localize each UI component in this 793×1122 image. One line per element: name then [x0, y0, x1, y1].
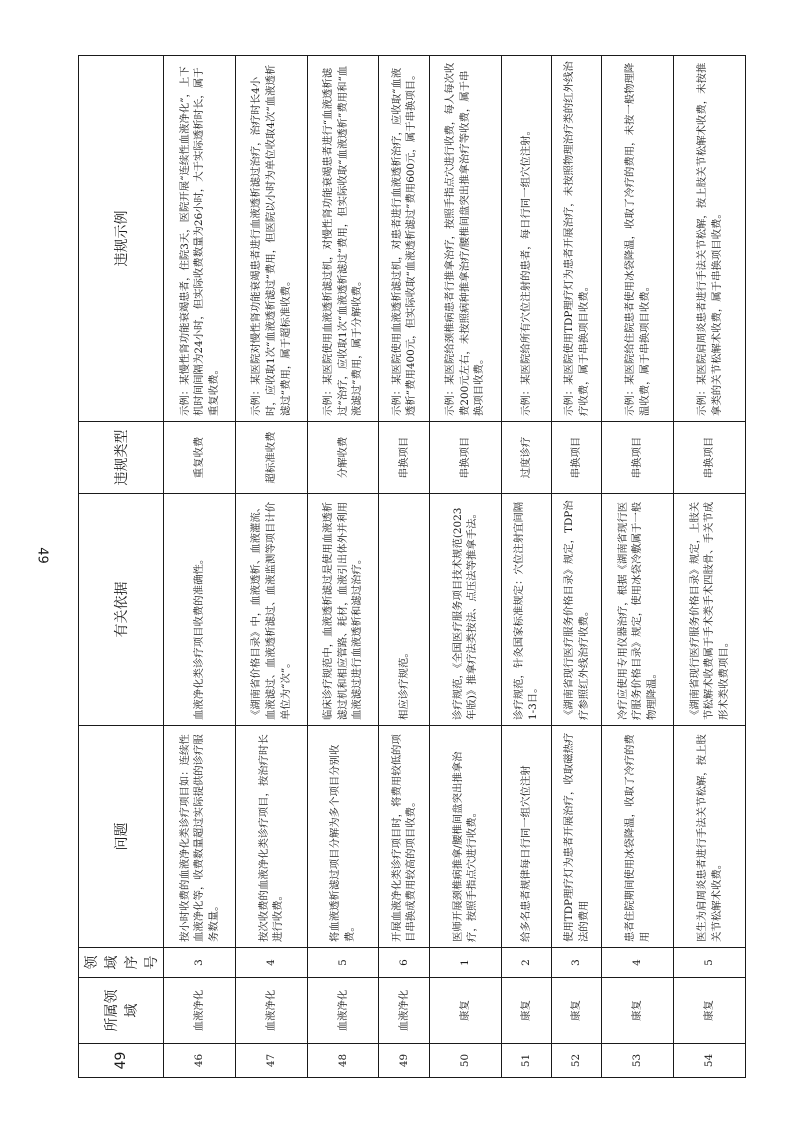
row-violation-type: 串换项目	[674, 422, 746, 494]
row-number: 47	[235, 1044, 307, 1078]
row-example: 示例：某医院给所有穴位注射的患者，每日行同一组穴位注射。	[501, 56, 551, 422]
row-number: 49	[379, 1044, 429, 1078]
header-example: 违规示例	[79, 56, 164, 422]
header-problem: 问题	[79, 726, 164, 948]
row-basis: 《湖南省价格目录》中，血液透析、血液灌流、血液滤过、血液透析滤过、血液监测等项目计价单位为“次”。	[235, 494, 307, 726]
table-row	[164, 56, 236, 1078]
row-number: 52	[551, 1044, 601, 1078]
row-basis: 血液净化类诊疗项目收费的准确性。	[164, 494, 236, 726]
row-example: 示例：某医院给颈椎病患者行推拿治疗，按照手指点穴进行收费，每人每次收费200元左右，未按照病种推拿治疗/腰椎间盘突出推拿治疗等收费，属于串换项目收费。	[429, 56, 501, 422]
row-area-no: 2	[501, 948, 551, 978]
row-violation-type: 分解收费	[307, 422, 379, 494]
row-violation-type: 重复收费	[164, 422, 236, 494]
row-problem: 按次收费的血液净化类诊疗项目，按治疗时长进行收费。	[235, 726, 307, 948]
row-violation-type: 串换项目	[379, 422, 429, 494]
row-basis: 临床诊疗规范中，血液透析滤过是使用血液透析滤过机和相应管路、耗材，血液引出体外并利用血液滤过进行血液透析和滤过治疗。	[307, 494, 379, 726]
row-problem: 医师开展颈椎病推拿/腰椎间盘突出推拿治疗，按照手指点穴进行收费。	[429, 726, 501, 948]
table-body	[164, 56, 746, 1078]
row-example: 示例：某医院使用血液透析滤过机，对慢性肾功能衰竭患者进行“血液透析滤过”治疗，应收取1次“血液透析滤过”费用，但实际收取“血液透析”费用和“血液滤过”费用，属于分解收费。	[307, 56, 379, 422]
row-example: 示例：某慢性肾功能衰竭患者，住院3天，医院开展“连续性血液净化”，上下机时间间隔为24小时，但实际收费数量为26小时，大于实际透析时长，属于重复收费。	[164, 56, 236, 422]
row-problem: 开展血液净化类诊疗项目时，将费用较低的项目串换成费用较高的项目收费。	[379, 726, 429, 948]
row-problem: 给多名患者规律每日行同一组穴位注射	[501, 726, 551, 948]
row-number: 53	[602, 1044, 674, 1078]
table-row	[551, 56, 601, 1078]
row-area-no: 3	[164, 948, 236, 978]
row-basis: 诊疗规范，针灸国家标准规定：穴位注射宜间隔1-3日。	[501, 494, 551, 726]
row-category: 康复	[429, 978, 501, 1044]
row-violation-type: 超标准收费	[235, 422, 307, 494]
row-problem: 患者住院期间使用冰袋降温，收取了冷疗的费用	[602, 726, 674, 948]
table-row	[674, 56, 746, 1078]
row-problem: 使用TDP理疗灯为患者开展治疗，收取磁热疗法的费用	[551, 726, 601, 948]
row-basis: 诊疗规范，《全国医疗服务项目技术规范(2023年版)》推拿疗法类按法、点压法等推拿手法。	[429, 494, 501, 726]
row-number: 51	[501, 1044, 551, 1078]
row-category: 血液净化	[164, 978, 236, 1044]
row-area-no: 5	[307, 948, 379, 978]
page-number: 49	[34, 547, 50, 564]
row-example: 示例：某医院对慢性肾功能衰竭患者进行血液透析滤过治疗，治疗时长4小时，应收取1次“血液透析滤过”费用，但医院以小时为单位收取4次“血液透析滤过”费用，属于超标准收费。	[235, 56, 307, 422]
header-violation-type: 违规类型	[79, 422, 164, 494]
header-row-number: 49	[79, 1044, 164, 1078]
row-category: 康复	[674, 978, 746, 1044]
rotated-table-container	[78, 56, 746, 1078]
row-number: 48	[307, 1044, 379, 1078]
table-row	[235, 56, 307, 1078]
row-area-no: 4	[235, 948, 307, 978]
header-basis: 有关依据	[79, 494, 164, 726]
table-row	[602, 56, 674, 1078]
row-area-no: 4	[602, 948, 674, 978]
row-category: 血液净化	[379, 978, 429, 1044]
row-problem: 医生为肩周炎患者进行手法关节松解，按上肢关节松解术收费。	[674, 726, 746, 948]
row-violation-type: 串换项目	[429, 422, 501, 494]
row-basis: 《湖南省现行医疗服务价格目录》规定，上肢关节松解术收费属于手术类手术四肢骨、手关节成形术类收费项目。	[674, 494, 746, 726]
header-area-no: 领域序号	[79, 948, 164, 978]
row-area-no: 1	[429, 948, 501, 978]
row-area-no: 6	[379, 948, 429, 978]
row-area-no: 3	[551, 948, 601, 978]
row-basis: 相应诊疗规范。	[379, 494, 429, 726]
row-category: 血液净化	[235, 978, 307, 1044]
row-number: 54	[674, 1044, 746, 1078]
table-header-row	[79, 56, 164, 1078]
row-problem: 按小时收费的血液净化类诊疗项目如：连续性血液净化等，收费数量超过实际提供的诊疗服务数量。	[164, 726, 236, 948]
row-violation-type: 串换项目	[551, 422, 601, 494]
row-category: 康复	[501, 978, 551, 1044]
row-basis: 冷疗应使用专用仪器治疗，根据《湖南省现行医疗服务价格目录》规定，使用冰袋冷敷属于一般物理降温。	[602, 494, 674, 726]
row-example: 示例：某医院肩周炎患者进行手法关节松解，按上肢关节松解术收费，未按推拿类的关节松解术收费，属于串换项目收费。	[674, 56, 746, 422]
table-row	[501, 56, 551, 1078]
row-violation-type: 过度诊疗	[501, 422, 551, 494]
row-number: 46	[164, 1044, 236, 1078]
table-row	[429, 56, 501, 1078]
violations-table	[78, 55, 746, 1078]
row-example: 示例：某医院给住院患者使用冰袋降温，收取了冷疗的费用，未按一般物理降温收费，属于串换项目收费。	[602, 56, 674, 422]
header-category: 所属领域	[79, 978, 164, 1044]
row-problem: 将血液透析滤过项目分解为多个项目分别收费。	[307, 726, 379, 948]
table-row	[379, 56, 429, 1078]
table-row	[307, 56, 379, 1078]
row-basis: 《湖南省现行医疗服务价格目录》规定，TDP治疗参照红外线治疗收费。	[551, 494, 601, 726]
row-category: 康复	[602, 978, 674, 1044]
row-category: 康复	[551, 978, 601, 1044]
row-number: 50	[429, 1044, 501, 1078]
row-area-no: 5	[674, 948, 746, 978]
row-category: 血液净化	[307, 978, 379, 1044]
row-violation-type: 串换项目	[602, 422, 674, 494]
row-example: 示例：某医院使用血液透析滤过机，对患者进行血液透析治疗，应收取“血液透析”费用400元，但实际收取“血液透析滤过”费用600元，属于串换项目。	[379, 56, 429, 422]
row-example: 示例：某医院使用TDP理疗灯为患者开展治疗，未按照物理治疗类的红外线治疗收费，属于串换项目收费。	[551, 56, 601, 422]
